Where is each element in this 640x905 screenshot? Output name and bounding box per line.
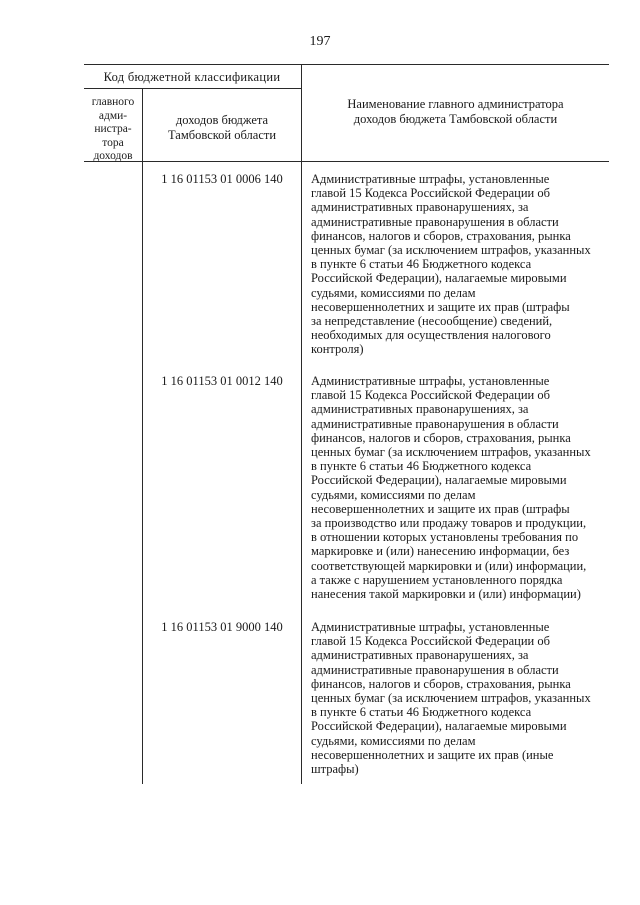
header-budget-classification-code: Код бюджетной классификации [103,70,281,84]
revenue-classification-table [84,64,609,784]
header-bottom-border [84,161,609,162]
header-administrator-name: Наименование главного администратора доходов бюджета Тамбовской области [347,97,564,126]
revenue-code-cell: 1 16 01153 01 0012 140 [161,374,283,388]
revenue-code-cell: 1 16 01153 01 0006 140 [161,172,283,186]
table-top-border [84,64,609,65]
description-cell: Административные штрафы, установленные главой 15 Кодекса Российской Федерации об административных правонарушениях, за административные правонарушения в области финансов, налогов и сборов, страхования, рынка ценных бумаг (за исключением штрафов, указанных в пункте 6 статьи 46 Бюджетного кодекса Российской Федерации), налагаемые мировыми судьями, комиссиями по делам несовершеннолетних и защите их прав (иные штрафы) [311,620,591,777]
description-cell: Административные штрафы, установленные главой 15 Кодекса Российской Федерации об административных правонарушениях, за административные правонарушения в области финансов, налогов и сборов, страхования, рынка ценных бумаг (за исключением штрафов, указанных в пункте 6 статьи 46 Бюджетного кодекса Российской Федерации), налагаемые мировыми судьями, комиссиями по делам несовершеннолетних и защите их прав (штрафы за производство или продажу товаров и продукции, в отношении которых установлены требования по маркировке и (или) нанесению информации, без соответствующей маркировки и (или) информации, а также с нарушением установленного порядка нанесения такой маркировки и (или) информации) [311,374,591,602]
header-chief-administrator: главного адми- нистра- тора доходов [91,96,135,162]
column-divider-2 [301,64,302,784]
revenue-code-cell: 1 16 01153 01 9000 140 [161,620,283,634]
description-cell: Административные штрафы, установленные главой 15 Кодекса Российской Федерации об административных правонарушениях, за административные правонарушения в области финансов, налогов и сборов, страхования, рынка ценных бумаг (за исключением штрафов, указанных в пункте 6 статьи 46 Бюджетного кодекса Российской Федерации), налагаемые мировыми судьями, комиссиями по делам несовершеннолетних и защите их прав (штрафы за непредставление (несообщение) сведений, необходимых для осуществления налогового контроля) [311,172,591,357]
column-divider-1 [142,88,143,784]
page-number: 197 [309,34,331,49]
header-code-divider [84,88,301,89]
header-revenue-code: доходов бюджета Тамбовской области [167,113,277,142]
